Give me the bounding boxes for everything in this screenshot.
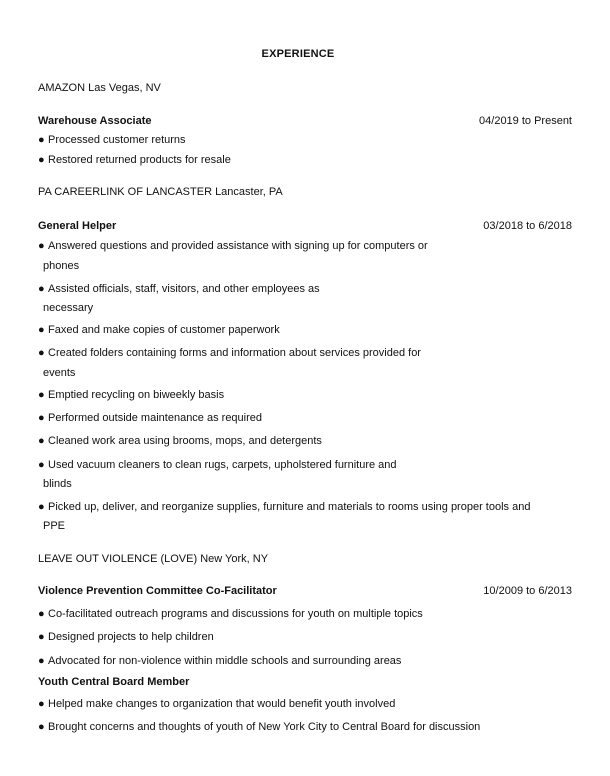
list-item-continuation: necessary bbox=[43, 302, 94, 314]
list-item: ● Picked up, deliver, and reorganize supplies, furniture and materials to rooms using proper tools and bbox=[38, 501, 531, 513]
list-item: ● Performed outside maintenance as required bbox=[38, 412, 263, 424]
list-item: ● Processed customer returns bbox=[38, 134, 186, 146]
job-dates-warehouse-associate: 04/2019 to Present bbox=[479, 115, 572, 127]
list-item: ● Created folders containing forms and information about services provided for bbox=[38, 347, 421, 359]
job-title-violence-prevention: Violence Prevention Committee Co-Facilitator bbox=[38, 585, 277, 597]
list-item-continuation: phones bbox=[43, 260, 80, 272]
job-title-youth-central-board: Youth Central Board Member bbox=[38, 676, 190, 688]
list-item: ● Advocated for non-violence within middle schools and surrounding areas bbox=[38, 655, 402, 667]
job-title-warehouse-associate: Warehouse Associate bbox=[38, 115, 152, 127]
list-item: ● Brought concerns and thoughts of youth of New York City to Central Board for discussion bbox=[38, 721, 481, 733]
section-title: EXPERIENCE bbox=[261, 48, 335, 60]
list-item: ● Answered questions and provided assistance with signing up for computers or bbox=[38, 240, 428, 252]
list-item: ● Designed projects to help children bbox=[38, 631, 214, 643]
list-item: ● Co-facilitated outreach programs and discussions for youth on multiple topics bbox=[38, 608, 423, 620]
list-item: ● Used vacuum cleaners to clean rugs, carpets, upholstered furniture and bbox=[38, 459, 397, 471]
list-item-continuation: blinds bbox=[43, 478, 72, 490]
job-title-general-helper: General Helper bbox=[38, 220, 117, 232]
list-item: ● Restored returned products for resale bbox=[38, 154, 231, 166]
list-item: ● Faxed and make copies of customer paperwork bbox=[38, 324, 280, 336]
job-dates-general-helper: 03/2018 to 6/2018 bbox=[483, 220, 572, 232]
list-item: ● Emptied recycling on biweekly basis bbox=[38, 389, 225, 401]
employer-leave-out-violence: LEAVE OUT VIOLENCE (LOVE) New York, NY bbox=[38, 553, 269, 565]
job-dates-violence-prevention: 10/2009 to 6/2013 bbox=[483, 585, 572, 597]
list-item-continuation: events bbox=[43, 367, 76, 379]
employer-amazon: AMAZON Las Vegas, NV bbox=[38, 82, 161, 94]
employer-pa-careerlink: PA CAREERLINK OF LANCASTER Lancaster, PA bbox=[38, 186, 283, 198]
list-item: ● Cleaned work area using brooms, mops, and detergents bbox=[38, 435, 322, 447]
list-item: ● Helped make changes to organization that would benefit youth involved bbox=[38, 698, 396, 710]
list-item: ● Assisted officials, staff, visitors, and other employees as bbox=[38, 283, 320, 295]
list-item-continuation: PPE bbox=[43, 520, 66, 532]
